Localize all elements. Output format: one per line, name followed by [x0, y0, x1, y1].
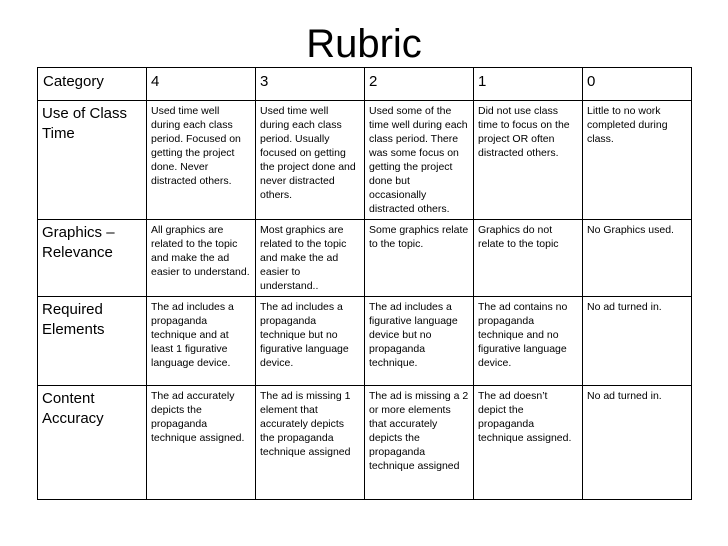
criteria-cell: The ad is missing 1 element that accurately depicts the propaganda technique assigned: [256, 386, 365, 500]
criteria-cell: No ad turned in.: [583, 386, 692, 500]
table-row: [38, 386, 692, 500]
table-row: [38, 220, 692, 297]
criteria-cell: Used time well during each class period. Focused on getting the project done. Never distracted others.: [147, 101, 256, 220]
criteria-cell: Used time well during each class period. Usually focused on getting the project done and never distracted others.: [256, 101, 365, 220]
criteria-cell: The ad contains no propaganda technique and no figurative language device.: [474, 297, 583, 386]
criteria-cell: Some graphics relate to the topic.: [365, 220, 474, 297]
criteria-cell: The ad includes a propaganda technique but no figurative language device.: [256, 297, 365, 386]
header-score-1: 1: [474, 68, 583, 101]
header-score-0: 0: [583, 68, 692, 101]
table-row: [38, 101, 692, 220]
header-category: Category: [38, 68, 147, 101]
page-title: Rubric: [306, 22, 422, 66]
criteria-cell: The ad includes a figurative language device but no propaganda technique.: [365, 297, 474, 386]
criteria-cell: No Graphics used.: [583, 220, 692, 297]
criteria-cell: The ad accurately depicts the propaganda technique assigned.: [147, 386, 256, 500]
criteria-cell: No ad turned in.: [583, 297, 692, 386]
criteria-cell: Most graphics are related to the topic and make the ad easier to understand..: [256, 220, 365, 297]
criteria-cell: Little to no work completed during class.: [583, 101, 692, 220]
criteria-cell: Did not use class time to focus on the project OR often distracted others.: [474, 101, 583, 220]
criteria-cell: Graphics do not relate to the topic: [474, 220, 583, 297]
table-row: [38, 297, 692, 386]
category-cell: Required Elements: [38, 297, 147, 386]
criteria-cell: The ad is missing a 2 or more elements that accurately depicts the propaganda technique assigned: [365, 386, 474, 500]
header-row: [38, 68, 692, 101]
category-cell: Graphics – Relevance: [38, 220, 147, 297]
category-cell: Use of Class Time: [38, 101, 147, 220]
criteria-cell: The ad doesn’t depict the propaganda technique assigned.: [474, 386, 583, 500]
header-score-4: 4: [147, 68, 256, 101]
criteria-cell: All graphics are related to the topic and make the ad easier to understand.: [147, 220, 256, 297]
category-cell: Content Accuracy: [38, 386, 147, 500]
rubric-table: [37, 67, 692, 500]
criteria-cell: The ad includes a propaganda technique and at least 1 figurative language device.: [147, 297, 256, 386]
criteria-cell: Used some of the time well during each class period. There was some focus on getting the project done but occasionally distracted others.: [365, 101, 474, 220]
header-score-3: 3: [256, 68, 365, 101]
header-score-2: 2: [365, 68, 474, 101]
